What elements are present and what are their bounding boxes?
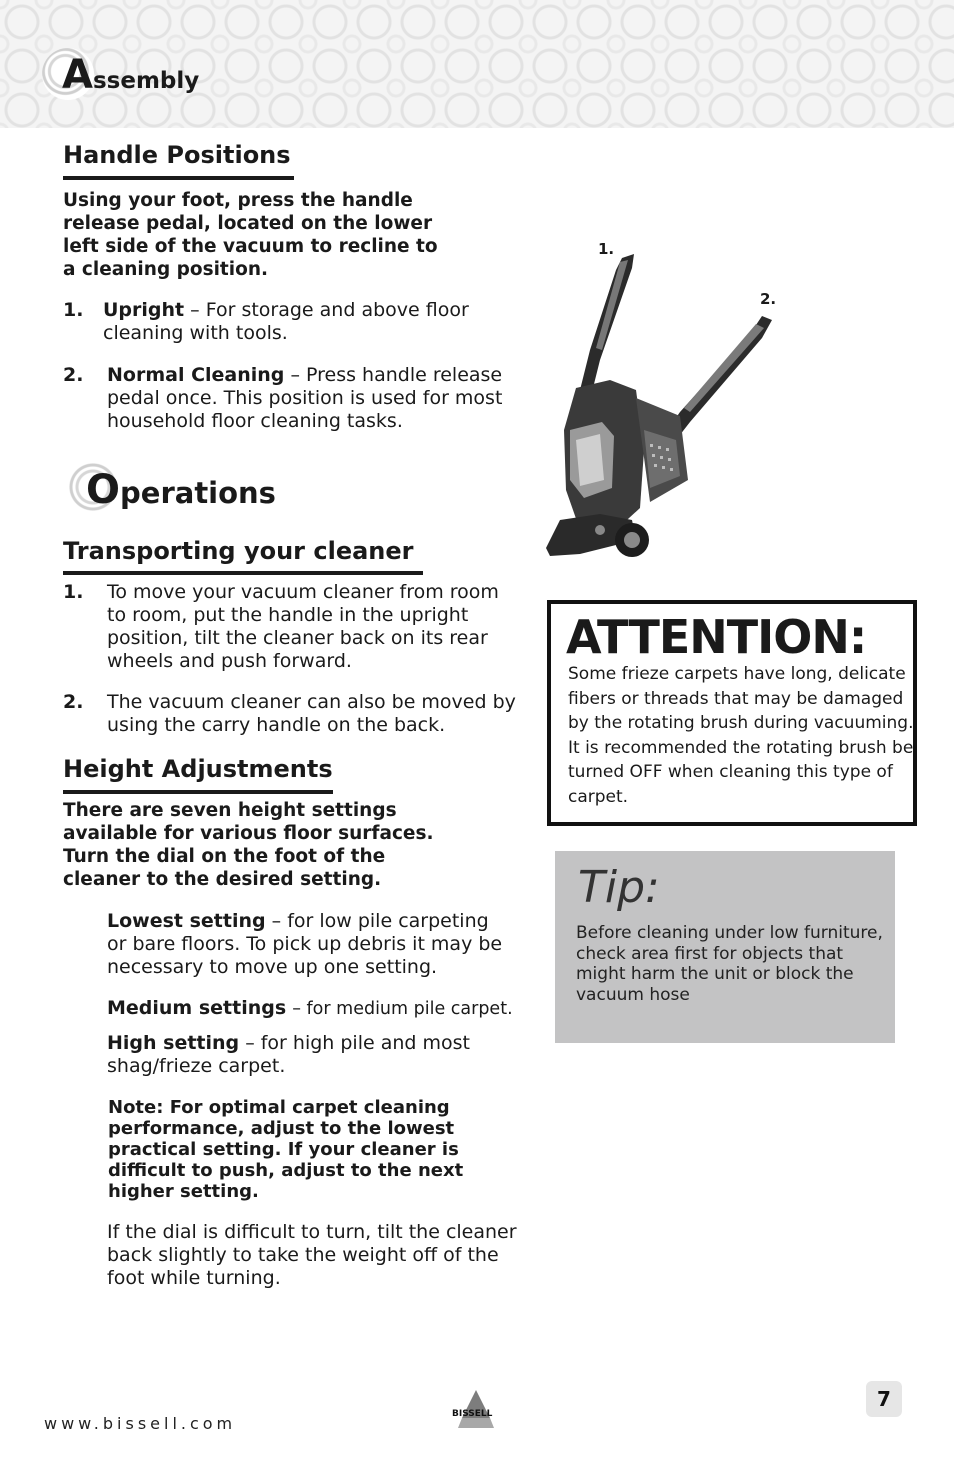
assembly-section-title: Assembly: [62, 52, 200, 98]
handle-positions-heading: Handle Positions: [63, 141, 291, 169]
attention-title: ATTENTION:: [566, 610, 867, 664]
heading-underline: [63, 176, 294, 180]
list-number: 1.: [63, 581, 84, 603]
transport-item-2: The vacuum cleaner can also be moved by using the carry handle on the back.: [107, 691, 516, 736]
bissell-logo-icon: [450, 1388, 514, 1432]
heading-underline: [63, 790, 333, 794]
setting-lowest: Lowest setting – for low pile carpeting or bare floors. To pick up debris it may be necessary to move up one setting.: [107, 910, 503, 978]
operations-section-title: Operations: [86, 467, 276, 513]
svg-text:BISSELL: BISSELL: [452, 1409, 493, 1419]
figure-label-2: 2.: [760, 290, 777, 308]
handle-positions-intro: Using your foot, press the handle release pedal, located on the lower left side of the vacuum to recline to a cleaning position.: [63, 190, 438, 280]
height-intro: There are seven height settings available for various floor surfaces. Turn the dial on the foot of the cleaner to the desired setting.: [63, 800, 434, 890]
tip-title: Tip:: [578, 862, 660, 913]
tip-text: Before cleaning under low furniture, check area first for objects that might harm the unit or block the vacuum hose: [576, 923, 883, 1005]
dial-tip-paragraph: If the dial is difficult to turn, tilt the cleaner back slightly to take the weight off of the foot while turning.: [107, 1221, 517, 1289]
list-number: 2.: [63, 691, 84, 713]
transport-item-1: To move your vacuum cleaner from room to room, put the handle in the upright position, tilt the cleaner back on its rear wheels and push forward.: [107, 581, 499, 672]
list-number: 2.: [63, 364, 84, 386]
setting-medium: Medium settings – for medium pile carpet.: [107, 997, 513, 1019]
footer-url: www.bissell.com: [44, 1414, 237, 1433]
list-item-normal-cleaning: Normal Cleaning – Press handle release pedal once. This position is used for most household floor cleaning tasks.: [107, 364, 503, 432]
heading-underline: [63, 571, 423, 575]
transporting-heading: Transporting your cleaner: [63, 537, 414, 565]
list-number: 1.: [63, 299, 84, 321]
attention-text: Some frieze carpets have long, delicate fibers or threads that may be damaged by the rotating brush during vacuuming. It is recommended the rotating brush be turned OFF when cleaning this type of carpet.: [568, 664, 914, 807]
height-note: Note: For optimal carpet cleaning performance, adjust to the lowest practical setting. If your cleaner is difficult to push, adjust to the next higher setting.: [108, 1097, 464, 1202]
height-adjustments-heading: Height Adjustments: [63, 755, 333, 783]
page-number: 7: [866, 1381, 902, 1417]
figure-label-1: 1.: [598, 240, 615, 258]
list-item-upright: Upright – For storage and above floor cleaning with tools.: [103, 299, 469, 344]
setting-high: High setting – for high pile and most shag/frieze carpet.: [107, 1032, 470, 1077]
